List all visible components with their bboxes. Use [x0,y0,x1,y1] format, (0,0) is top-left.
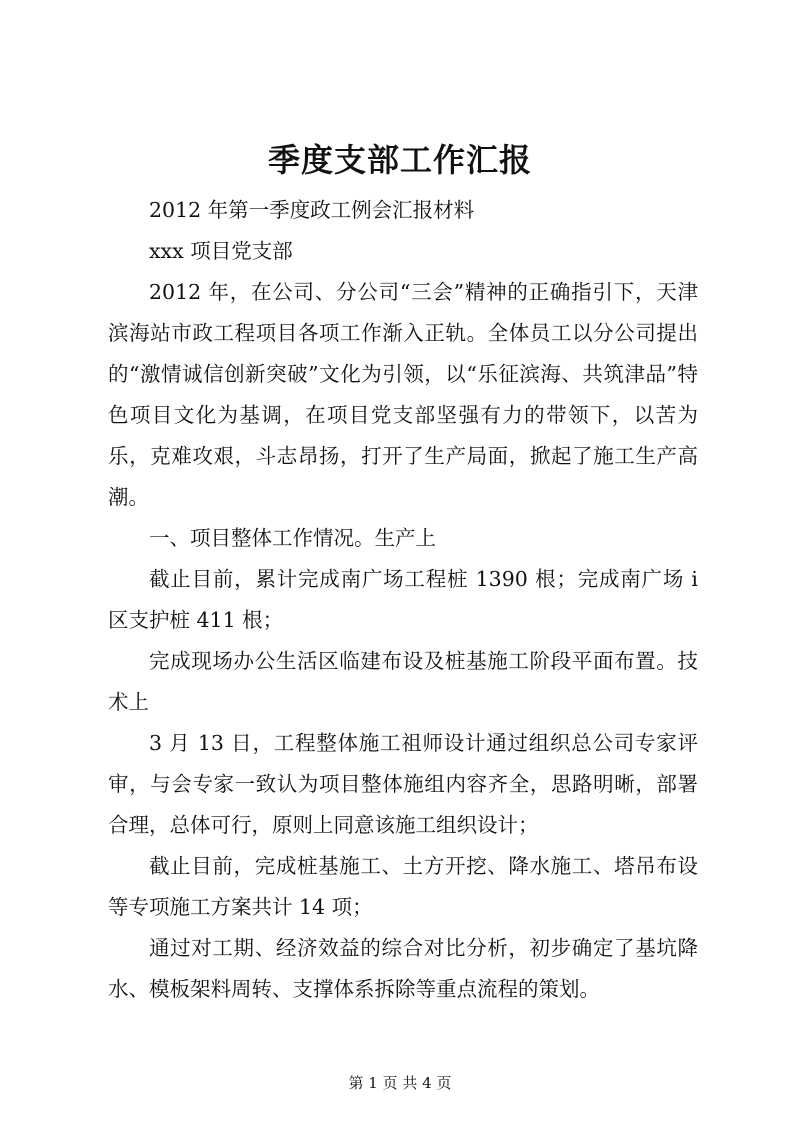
paragraph-section-heading: 一、项目整体工作情况。生产上 [149,526,436,550]
paragraph-pile-progress: 截止目前，累计完成南广场工程桩 1390 根；完成南广场 i 区支护桩 411 根； [108,567,698,632]
paragraph-intro: 2012 年，在公司、分公司“三会”精神的正确指引下，天津滨海站市政工程项目各项工作渐入正轨。全体员工以分公司提出的“激情诚信创新突破”文化为引领，以“乐征滨海、共筑津品”特色项目文化为基调，在项目党支部坚强有力的带领下，以苦为乐，克难攻艰，斗志昂扬，打开了生产局面，掀起了施工生产高潮。 [108,280,698,509]
document-title: 季度支部工作汇报 [267,141,532,179]
paragraph-design-review: 3 月 13 日，工程整体施工祖师设计通过组织总公司专家评审，与会专家一致认为项目整体施组内容齐全，思路明晰，部署合理，总体可行，原则上同意该施工组织设计； [108,731,698,837]
paragraph-process-planning: 通过对工期、经济效益的综合对比分析，初步确定了基坑降水、模板架料周转、支撑体系拆除等重点流程的策划。 [108,936,698,1001]
paragraph-site-layout: 完成现场办公生活区临建布设及桩基施工阶段平面布置。技术上 [108,649,698,714]
paragraph-party-branch: xxx 项目党支部 [149,239,293,263]
paragraph-special-plans: 截止目前，完成桩基施工、土方开挖、降水施工、塔吊布设等专项施工方案共计 14 项； [108,854,698,919]
paragraph-meeting-material: 2012 年第一季度政工例会汇报材料 [149,198,475,222]
document-body [108,190,698,1010]
page-footer: 第 1 页 共 4 页 [348,1074,452,1092]
